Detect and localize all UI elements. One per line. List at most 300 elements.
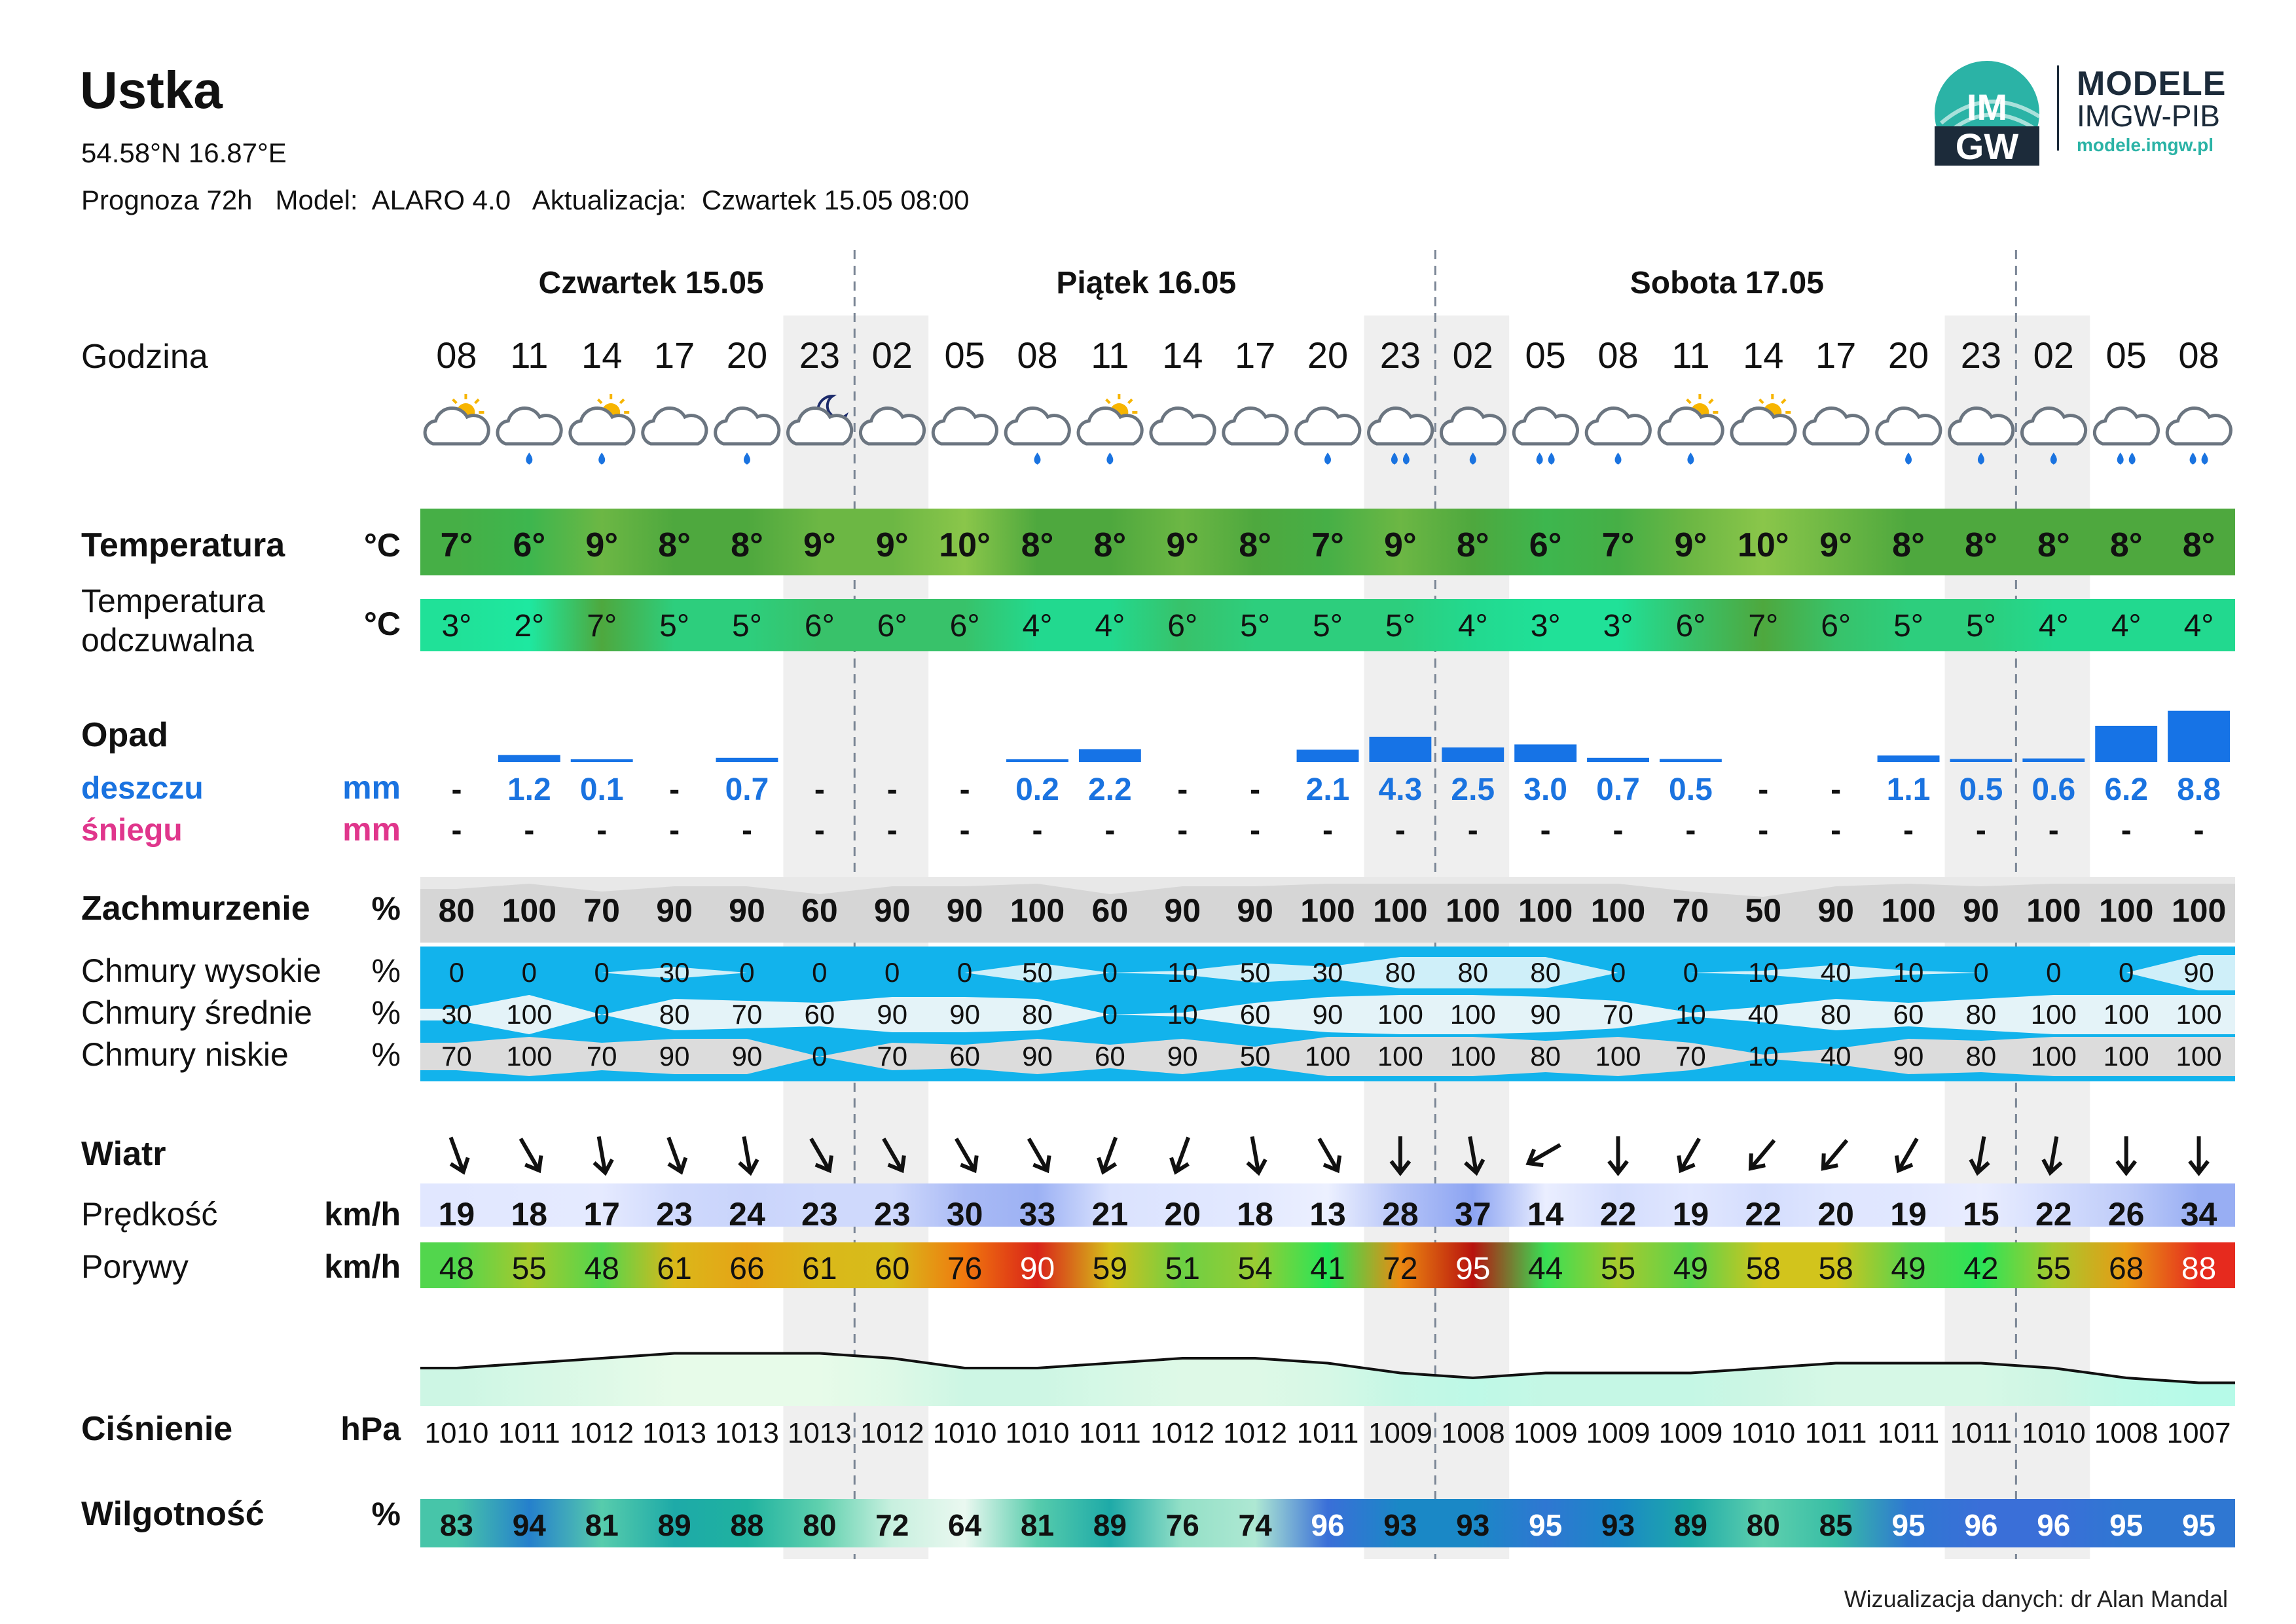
wind-gusts-value: 61 xyxy=(802,1252,837,1286)
temperature-value: 8° xyxy=(2182,526,2215,564)
temperature-value: 9° xyxy=(1819,526,1853,564)
cloud-low-value: 100 xyxy=(506,1041,553,1072)
temperature-value: 8° xyxy=(1456,526,1489,564)
rain-value: 4.3 xyxy=(1378,772,1423,807)
wind-speed-value: 26 xyxy=(2107,1196,2145,1233)
row-label-cloud_mid: Chmury średnie xyxy=(81,994,312,1031)
unit-cloud_low: % xyxy=(371,1036,401,1073)
cloud-total-value: 100 xyxy=(2098,892,2154,929)
rain-value: 2.5 xyxy=(1451,772,1495,807)
unit-gusts: km/h xyxy=(324,1248,401,1285)
cloud-total-value: 80 xyxy=(438,892,475,929)
temperature-value: 10° xyxy=(1737,526,1789,564)
pressure-value: 1010 xyxy=(932,1417,997,1449)
temperature-value: 9° xyxy=(585,526,619,564)
snow-value: - xyxy=(1831,813,1842,848)
feels-like-value: 5° xyxy=(1385,609,1415,643)
hour-label: 02 xyxy=(2033,334,2074,376)
brand-url[interactable]: modele.imgw.pl xyxy=(2077,135,2214,155)
humidity-value: 96 xyxy=(1311,1508,1345,1542)
wind-arrow-shaft xyxy=(1319,1138,1336,1168)
feels-like-value: 6° xyxy=(1675,609,1706,643)
cloud-high-value: 30 xyxy=(1312,957,1343,988)
rain-value: 0.1 xyxy=(579,772,624,807)
cloud-high-value: 80 xyxy=(1457,957,1489,988)
rain-bar xyxy=(498,755,560,762)
cloud-icon xyxy=(498,408,561,444)
raindrop-icon xyxy=(1688,454,1693,463)
pressure-value: 1010 xyxy=(1731,1417,1796,1449)
pressure-value: 1007 xyxy=(2166,1417,2231,1449)
hour-label: 11 xyxy=(1671,334,1710,376)
rain-bar xyxy=(571,759,633,762)
cloud-high-value: 30 xyxy=(659,957,690,988)
wind-arrow-shaft xyxy=(1029,1138,1046,1168)
cloud-low-value: 70 xyxy=(1675,1041,1706,1072)
feels-like-value: 7° xyxy=(1748,609,1779,643)
feels-like-value: 2° xyxy=(514,609,545,643)
weather-icon-cloud xyxy=(643,408,706,444)
raindrop-icon xyxy=(527,454,532,463)
wind-arrow-icon xyxy=(590,1135,614,1174)
wind-arrow-icon xyxy=(2117,1136,2136,1173)
snow-value: - xyxy=(669,813,680,848)
pressure-value: 1011 xyxy=(1296,1417,1359,1449)
cloud-low-value: 100 xyxy=(1595,1041,1641,1072)
feels-like-value: 5° xyxy=(1313,609,1343,643)
raindrop-icon xyxy=(2118,454,2123,463)
brand-modele: MODELE xyxy=(2077,65,2227,103)
hour-label: 05 xyxy=(2105,334,2147,376)
feels-like-value: 3° xyxy=(441,609,472,643)
cloud-high-value: 90 xyxy=(2183,957,2214,988)
cloud-low-value: 90 xyxy=(731,1041,763,1072)
unit-snow: mm xyxy=(342,811,401,848)
wind-gusts-value: 55 xyxy=(2036,1252,2071,1286)
wind-gusts-value: 48 xyxy=(584,1252,619,1286)
wind-arrow-icon xyxy=(1311,1134,1345,1174)
wind-arrow-icon xyxy=(1743,1134,1781,1174)
wind-gusts-value: 42 xyxy=(1963,1252,1999,1286)
cloud-low-value: 60 xyxy=(1095,1041,1125,1072)
weather-icon-sun-cloud-rain xyxy=(570,394,634,463)
hour-label: 23 xyxy=(1379,334,1421,376)
wind-speed-value: 24 xyxy=(729,1196,765,1233)
hour-label: 17 xyxy=(1234,334,1276,376)
wind-speed-value: 20 xyxy=(1817,1196,1854,1233)
cloud-low-value: 100 xyxy=(1304,1041,1351,1072)
cloud-total-value: 90 xyxy=(1237,892,1273,929)
rain-value: - xyxy=(1831,772,1842,807)
cloud-total-value: 90 xyxy=(1963,892,1999,929)
cloud-low-value: 100 xyxy=(2176,1041,2222,1072)
snow-value: - xyxy=(814,813,825,848)
cloud-low-value: 10 xyxy=(1747,1041,1779,1072)
cloud-low-value: 90 xyxy=(1893,1041,1924,1072)
feels-like-value: 4° xyxy=(1022,609,1053,643)
raindrop-icon xyxy=(744,454,749,463)
cloud-low-value: 40 xyxy=(1820,1041,1851,1072)
cloud-mid-value: 80 xyxy=(1965,999,1997,1030)
sun-ray xyxy=(598,399,602,403)
cloud-total-value: 60 xyxy=(1091,892,1129,929)
humidity-value: 89 xyxy=(1673,1508,1707,1542)
rain-bar xyxy=(1079,749,1141,762)
snow-value: - xyxy=(741,813,752,848)
wind-arrow-shaft xyxy=(1531,1145,1560,1162)
rain-value: 6.2 xyxy=(2104,772,2149,807)
cloud-mid-value: 40 xyxy=(1747,999,1779,1030)
cloud-mid-value: 90 xyxy=(877,999,908,1030)
wind-speed-value: 19 xyxy=(1890,1196,1927,1233)
hour-label: 23 xyxy=(1960,334,2002,376)
rain-bar xyxy=(1006,759,1068,762)
pressure-value: 1013 xyxy=(642,1417,707,1449)
wind-speed-value: 22 xyxy=(1599,1196,1637,1233)
temperature-value: 9° xyxy=(875,526,909,564)
cloud-high-value: 10 xyxy=(1893,957,1924,988)
rain-bar xyxy=(2095,726,2157,762)
raindrop-icon xyxy=(1108,454,1112,463)
wind-arrow-icon xyxy=(1891,1134,1925,1174)
wind-arrow-icon xyxy=(1095,1134,1124,1175)
pressure-value: 1013 xyxy=(715,1417,779,1449)
wind-speed-value: 30 xyxy=(946,1196,983,1233)
wind-speed-value: 23 xyxy=(873,1196,911,1233)
wind-speed-value: 20 xyxy=(1164,1196,1201,1233)
weather-icon-cloud-rain xyxy=(1006,408,1069,463)
weather-icon-sun-cloud-rain xyxy=(1659,394,1722,463)
weather-icon-sun-cloud xyxy=(425,394,488,444)
raindrop-icon xyxy=(1404,454,1408,463)
location-title: Ustka xyxy=(80,61,223,119)
temperature-value: 8° xyxy=(1965,526,1997,564)
unit-cloud_mid: % xyxy=(371,994,401,1031)
snow-value: - xyxy=(596,813,608,848)
row-label-cloud_high: Chmury wysokie xyxy=(81,952,321,989)
row-label-wind: Wiatr xyxy=(81,1135,166,1173)
pressure-value: 1009 xyxy=(1368,1417,1432,1449)
cloud-high-value: 80 xyxy=(1530,957,1561,988)
feels-like-value: 6° xyxy=(804,609,835,643)
cloud-total-value: 90 xyxy=(1817,892,1854,929)
humidity-value: 93 xyxy=(1601,1508,1635,1542)
rain-bar xyxy=(716,758,778,762)
pressure-value: 1011 xyxy=(1804,1417,1867,1449)
cloud-high-value: 0 xyxy=(884,957,900,988)
wind-arrow-icon xyxy=(1673,1134,1707,1174)
raindrop-icon xyxy=(1537,454,1542,463)
raindrop-icon xyxy=(2130,454,2134,463)
cloud-total-value: 70 xyxy=(1672,892,1709,929)
row-label-speed: Prędkość xyxy=(81,1196,218,1233)
cloud-low-value: 80 xyxy=(1530,1041,1561,1072)
logo-text-top: IM xyxy=(1966,86,2008,128)
cloud-low-value: 100 xyxy=(2103,1041,2149,1072)
sun-ray xyxy=(620,399,624,403)
rain-value: 2.2 xyxy=(1087,772,1132,807)
weather-icon-cloud xyxy=(1224,408,1287,444)
row-label-gusts: Porywy xyxy=(81,1248,189,1285)
wind-arrow-shaft xyxy=(520,1138,538,1168)
hour-label: 02 xyxy=(871,334,913,376)
cloud-icon xyxy=(1296,408,1360,444)
row-label-feels_1: Temperatura xyxy=(81,583,265,619)
feels-like-value: 5° xyxy=(1240,609,1271,643)
feels-like-value: 6° xyxy=(949,609,980,643)
cloud-low-value: 80 xyxy=(1965,1041,1997,1072)
feels-like-value: 5° xyxy=(659,609,690,643)
cloud-icon xyxy=(1877,408,1941,444)
humidity-value: 95 xyxy=(2109,1508,2143,1542)
rain-bar xyxy=(1514,744,1576,762)
wind-gusts-value: 95 xyxy=(1455,1252,1491,1286)
cloud-mid-value: 90 xyxy=(1530,999,1561,1030)
cloud-total-value: 100 xyxy=(1590,892,1646,929)
rain-bar xyxy=(1369,737,1431,762)
sun-ray xyxy=(1687,399,1691,403)
hour-label: 14 xyxy=(1162,334,1203,376)
rain-value: - xyxy=(1758,772,1769,807)
wind-arrow-shaft xyxy=(1825,1140,1846,1166)
cloud-high-value: 0 xyxy=(1610,957,1626,988)
humidity-value: 76 xyxy=(1165,1508,1199,1542)
cloud-total-value: 70 xyxy=(583,892,621,929)
wind-gusts-value: 60 xyxy=(875,1252,910,1286)
unit-feels: °C xyxy=(363,605,401,642)
temperature-value: 8° xyxy=(658,526,691,564)
humidity-value: 85 xyxy=(1819,1508,1853,1542)
pressure-value: 1011 xyxy=(1950,1417,2013,1449)
cloud-high-value: 0 xyxy=(1683,957,1699,988)
humidity-value: 89 xyxy=(1093,1508,1127,1542)
cloud-mid-value: 80 xyxy=(1820,999,1851,1030)
cloud-icon xyxy=(1514,408,1577,444)
forecast-subtitle: Prognoza 72h Model: ALARO 4.0 Aktualizacja: Czwartek 15.05 08:00 xyxy=(81,185,970,215)
cloud-icon xyxy=(2094,408,2158,444)
snow-value: - xyxy=(2193,813,2204,848)
sun-ray xyxy=(453,399,457,403)
temperature-value: 10° xyxy=(939,526,991,564)
row-label-temperature: Temperatura xyxy=(81,526,285,564)
wind-gusts-value: 49 xyxy=(1891,1252,1926,1286)
feels-like-value: 7° xyxy=(587,609,617,643)
rain-value: - xyxy=(1177,772,1188,807)
cloud-mid-value: 100 xyxy=(2103,999,2149,1030)
unit-cloud: % xyxy=(371,890,401,927)
cloud-high-value: 0 xyxy=(1102,957,1118,988)
wind-speed-value: 33 xyxy=(1019,1196,1056,1233)
wind-arrow-shaft xyxy=(1753,1140,1774,1166)
hour-label: 23 xyxy=(799,334,840,376)
temperature-value: 6° xyxy=(513,526,546,564)
wind-gusts-value: 51 xyxy=(1165,1252,1200,1286)
cloud-low-value: 50 xyxy=(1239,1041,1271,1072)
cloud-icon xyxy=(933,408,996,444)
cloud-high-value: 10 xyxy=(1747,957,1779,988)
row-label-precip: Opad xyxy=(81,716,168,754)
temperature-value: 6° xyxy=(1529,526,1562,564)
wind-speed-value: 13 xyxy=(1309,1196,1346,1233)
feels-like-value: 3° xyxy=(1603,609,1633,643)
cloud-high-value: 0 xyxy=(957,957,973,988)
wind-speed-value: 34 xyxy=(2180,1196,2217,1233)
rain-value: 0.6 xyxy=(2032,772,2076,807)
cloud-high-value: 10 xyxy=(1167,957,1198,988)
snow-value: - xyxy=(1613,813,1624,848)
cloud-total-value: 100 xyxy=(1300,892,1355,929)
cloud-icon xyxy=(1804,408,1868,444)
cloud-high-value: 0 xyxy=(521,957,537,988)
rain-value: 1.2 xyxy=(507,772,551,807)
pressure-value: 1010 xyxy=(2021,1417,2086,1449)
wind-gusts-value: 55 xyxy=(511,1252,547,1286)
temperature-value: 8° xyxy=(1892,526,1925,564)
humidity-value: 89 xyxy=(657,1508,691,1542)
wind-speed-value: 18 xyxy=(1237,1196,1273,1233)
humidity-value: 96 xyxy=(1964,1508,1998,1542)
weather-icon-cloud xyxy=(1804,408,1868,444)
snow-value: - xyxy=(1685,813,1696,848)
wind-arrow-shaft xyxy=(599,1136,605,1170)
humidity-value: 72 xyxy=(875,1508,909,1542)
pressure-value: 1011 xyxy=(498,1417,560,1449)
pressure-value: 1008 xyxy=(2094,1417,2159,1449)
feels-like-value: 5° xyxy=(732,609,762,643)
cloud-mid-value: 0 xyxy=(594,999,610,1030)
wind-arrow-icon xyxy=(1243,1135,1267,1174)
raindrop-icon xyxy=(1549,454,1554,463)
wind-speed-value: 28 xyxy=(1382,1196,1419,1233)
raindrop-icon xyxy=(1035,454,1040,463)
cloud-total-value: 90 xyxy=(946,892,983,929)
credit: Wizualizacja danych: dr Alan Mandal xyxy=(1844,1585,2228,1612)
unit-temperature: °C xyxy=(363,527,401,564)
cloud-mid-value: 100 xyxy=(1377,999,1423,1030)
cloud-mid-value: 90 xyxy=(1312,999,1343,1030)
sun-ray xyxy=(1106,399,1110,403)
temperature-value: 8° xyxy=(2109,526,2143,564)
temperature-value: 7° xyxy=(1311,526,1344,564)
wind-gusts-value: 58 xyxy=(1818,1252,1853,1286)
cloud-total-value: 90 xyxy=(729,892,765,929)
wind-gusts-value: 41 xyxy=(1310,1252,1345,1286)
raindrop-icon xyxy=(1978,454,1983,463)
cloud-total-value: 100 xyxy=(1373,892,1428,929)
cloud-icon xyxy=(1224,408,1287,444)
rain-value: 8.8 xyxy=(2177,772,2221,807)
rain-value: - xyxy=(814,772,825,807)
cloud-high-value: 0 xyxy=(812,957,828,988)
feels-like-value: 4° xyxy=(2111,609,2141,643)
cloud-low-value: 90 xyxy=(659,1041,690,1072)
rain-value: 3.0 xyxy=(1523,772,1568,807)
cloud-mid-value: 100 xyxy=(2030,999,2077,1030)
cloud-high-value: 0 xyxy=(2046,957,2062,988)
unit-rain: mm xyxy=(342,769,401,806)
wind-arrow-icon xyxy=(513,1134,547,1174)
raindrop-icon xyxy=(2051,454,2056,463)
row-label-snow: śniegu xyxy=(81,813,183,848)
snow-value: - xyxy=(1177,813,1188,848)
humidity-value: 64 xyxy=(948,1508,982,1542)
location-coords: 54.58°N 16.87°E xyxy=(81,137,287,168)
hour-label: 02 xyxy=(1452,334,1493,376)
humidity-value: 83 xyxy=(439,1508,474,1542)
humidity-value: 95 xyxy=(1891,1508,1925,1542)
temperature-value: 8° xyxy=(2037,526,2070,564)
snow-value: - xyxy=(959,813,970,848)
cloud-low-value: 100 xyxy=(1377,1041,1423,1072)
cloud-high-value: 50 xyxy=(1239,957,1271,988)
cloud-total-value: 50 xyxy=(1745,892,1782,929)
row-label-cloud_low: Chmury niskie xyxy=(81,1036,289,1073)
weather-icon-cloud xyxy=(1151,408,1214,444)
cloud-icon xyxy=(643,408,706,444)
pressure-value: 1009 xyxy=(1586,1417,1650,1449)
hour-label: 14 xyxy=(1743,334,1784,376)
wind-arrow-icon xyxy=(1609,1136,1628,1173)
cloud-mid-value: 60 xyxy=(1893,999,1924,1030)
pressure-value: 1012 xyxy=(860,1417,924,1449)
feels-like-value: 4° xyxy=(2183,609,2214,643)
wind-arrow-icon xyxy=(735,1135,759,1174)
snow-value: - xyxy=(451,813,462,848)
wind-speed-value: 22 xyxy=(2035,1196,2072,1233)
wind-speed-value: 21 xyxy=(1091,1196,1129,1233)
cloud-mid-value: 80 xyxy=(1022,999,1053,1030)
unit-humidity: % xyxy=(371,1496,401,1532)
snow-value: - xyxy=(886,813,898,848)
row-label-humidity: Wilgotność xyxy=(81,1495,264,1533)
cloud-total-value: 60 xyxy=(801,892,838,929)
unit-pressure: hPa xyxy=(340,1411,401,1447)
wind-gusts-value: 66 xyxy=(729,1252,765,1286)
unit-cloud_high: % xyxy=(371,952,401,989)
wind-arrow-icon xyxy=(442,1134,471,1175)
hour-label: 17 xyxy=(1815,334,1857,376)
sun-ray xyxy=(475,399,479,403)
raindrop-icon xyxy=(1906,454,1911,463)
cloud-low-value: 60 xyxy=(949,1041,980,1072)
sun-ray xyxy=(1781,399,1785,403)
wind-arrow-icon xyxy=(2190,1136,2208,1173)
cloud-high-value: 80 xyxy=(1385,957,1416,988)
cloud-total-value: 100 xyxy=(501,892,557,929)
cloud-total-value: 90 xyxy=(1164,892,1201,929)
wind-arrow-icon xyxy=(660,1134,689,1175)
cloud-low-value: 70 xyxy=(877,1041,908,1072)
wind-arrow-icon xyxy=(948,1134,982,1174)
weather-icon-cloud-rain xyxy=(1877,408,1941,463)
rain-value: 2.1 xyxy=(1305,772,1350,807)
raindrop-icon xyxy=(1470,454,1475,463)
snow-value: - xyxy=(1903,813,1914,848)
temperature-value: 8° xyxy=(731,526,763,564)
weather-icon-sun-cloud-rain xyxy=(1078,394,1142,463)
rain-value: - xyxy=(1250,772,1261,807)
cloud-icon xyxy=(2167,408,2231,444)
humidity-value: 96 xyxy=(2037,1508,2071,1542)
cloud-low-value: 100 xyxy=(2030,1041,2077,1072)
snow-value: - xyxy=(1104,813,1116,848)
hour-label: 20 xyxy=(1887,334,1929,376)
rain-bar xyxy=(2168,711,2230,762)
cloud-icon xyxy=(1151,408,1214,444)
pressure-value: 1008 xyxy=(1440,1417,1505,1449)
wind-gusts-value: 76 xyxy=(947,1252,983,1286)
row-label-feels_2: odczuwalna xyxy=(81,622,255,659)
